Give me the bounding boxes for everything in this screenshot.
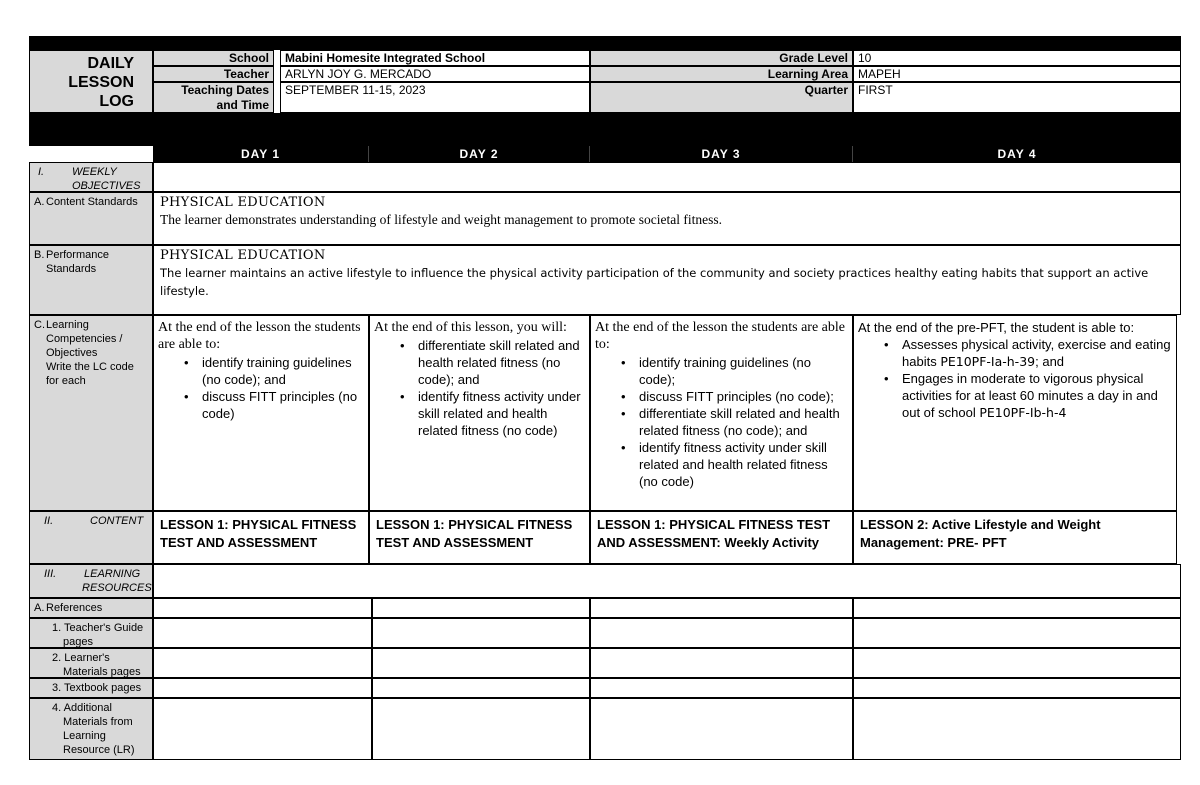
objectives-day1-intro: At the end of the lesson the students are able to:: [158, 320, 361, 352]
textbook-label: [29, 678, 153, 698]
content-standards-text: Content Standards: [46, 196, 138, 208]
grade-label: Grade Level: [590, 50, 853, 66]
objectives-day4-item-1-code: PE10PF-Ia-h-39: [940, 354, 1036, 369]
additional-materials-line1: 4. Additional: [52, 702, 112, 714]
teachers-guide-day1: [153, 618, 372, 648]
dates-label-line2: and Time: [216, 98, 269, 112]
additional-materials-line3: Learning: [63, 730, 106, 742]
textbook-day4: [853, 678, 1181, 698]
top-black-bar: [29, 36, 1181, 50]
additional-materials-line4: Resource (LR): [63, 744, 135, 756]
learners-materials-day2: [372, 648, 590, 678]
objectives-day4-item-1-suffix: ; and: [1035, 354, 1065, 369]
performance-standards-body: The learner maintains an active lifestyle to influence the physical activity participation of the community and society practices healthy eating habits that support an active lifestyle.: [160, 266, 1149, 298]
content-label: [29, 511, 153, 564]
content-day2: LESSON 1: PHYSICAL FITNESS TEST AND ASSESSMENT: [369, 511, 590, 564]
objectives-day2: [369, 315, 590, 511]
objectives-day2-item-1: • differentiate skill related and health related fitness (no code); and: [374, 337, 585, 388]
performance-standards-line1: Performance: [46, 249, 109, 261]
weekly-objectives-label: [29, 162, 153, 192]
competencies-line1: Learning: [46, 319, 89, 331]
school-label: School: [153, 50, 274, 66]
objectives-day3-item-3: • differentiate skill related and health related fitness (no code); and: [595, 405, 848, 439]
learners-materials-label: [29, 648, 153, 678]
weekly-objectives-line2: OBJECTIVES: [72, 180, 141, 192]
additional-materials-day2: [372, 698, 590, 760]
additional-materials-day3: [590, 698, 853, 760]
teachers-guide-day3: [590, 618, 853, 648]
learners-materials-day3: [590, 648, 853, 678]
objectives-day4-item-2-text: Engages in moderate to vigorous physical activities for at least 60 minutes a day in and out of school: [902, 371, 1158, 420]
learners-materials-day4: [853, 648, 1181, 678]
content-standards-heading: PHYSICAL EDUCATION: [160, 195, 326, 210]
learners-materials-line2: Materials pages: [63, 666, 141, 678]
weekly-objectives-line1: WEEKLY: [72, 166, 117, 178]
resources-cell: [153, 564, 1181, 598]
title-block: [29, 50, 153, 113]
content-num: II.: [44, 515, 54, 527]
title-line2: LESSON: [68, 74, 134, 91]
objectives-day4-item-1: [858, 336, 1172, 370]
day-header-3: DAY 3: [590, 146, 853, 162]
objectives-day2-item-2: • identify fitness activity under skill related and health related fitness (no code): [374, 388, 585, 439]
references-text: References: [46, 602, 103, 614]
objectives-day1-list: [158, 354, 364, 422]
content-standards-label: [29, 192, 153, 245]
competencies-line4: Write the LC code: [46, 361, 134, 373]
references-label: [29, 598, 153, 618]
title-line3: LOG: [99, 93, 134, 110]
objectives-day1-item-1: • identify training guidelines (no code); and: [158, 354, 364, 388]
references-day1: [153, 598, 372, 618]
resources-label: [29, 564, 153, 598]
teachers-guide-line1: 1. Teacher's Guide: [52, 622, 144, 634]
performance-standards-cell: [153, 245, 1181, 315]
teachers-guide-label: [29, 618, 153, 648]
teachers-guide-line2: pages: [63, 636, 93, 648]
objectives-day2-list: [374, 337, 585, 439]
references-day2: [372, 598, 590, 618]
resources-num: III.: [44, 568, 57, 580]
weekly-objectives-num: I.: [38, 166, 45, 178]
additional-materials-day1: [153, 698, 372, 760]
day-header-1: DAY 1: [153, 146, 369, 162]
objectives-day2-intro: At the end of this lesson, you will:: [374, 320, 567, 335]
additional-materials-line2: Materials from: [63, 716, 133, 728]
textbook-day1: [153, 678, 372, 698]
references-day3: [590, 598, 853, 618]
teacher-value: ARLYN JOY G. MERCADO: [280, 66, 590, 82]
competencies-line5: for each: [46, 375, 86, 387]
content-label-text: CONTENT: [90, 515, 144, 527]
grade-value: 10: [853, 50, 1181, 66]
day-header-2: DAY 2: [369, 146, 590, 162]
objectives-day3-intro: At the end of the lesson the students are able to:: [595, 320, 845, 352]
objectives-day4-item-2: [858, 370, 1172, 421]
content-standards-num: A.: [34, 196, 45, 208]
objectives-day3: [590, 315, 853, 511]
learners-materials-line1: 2. Learner's: [52, 652, 110, 664]
references-num: A.: [34, 602, 45, 614]
additional-materials-label: [29, 698, 153, 760]
content-day4: LESSON 2: Active Lifestyle and Weight Management: PRE- PFT: [853, 511, 1177, 564]
objectives-day3-item-4: • identify fitness activity under skill related and health related fitness (no code): [595, 439, 848, 490]
objectives-day4-item-1-text: Assesses physical activity, exercise and eating habits: [902, 337, 1171, 369]
objectives-day4-item-2-code: PE10PF-Ib-h-4: [979, 405, 1067, 420]
performance-standards-line2: Standards: [46, 263, 97, 275]
day-header-4: DAY 4: [853, 146, 1181, 162]
dates-value: SEPTEMBER 11-15, 2023: [280, 82, 590, 113]
learners-materials-day1: [153, 648, 372, 678]
objectives-day3-list: [595, 354, 848, 490]
objectives-day1-item-2: • discuss FITT principles (no code): [158, 388, 364, 422]
area-value: MAPEH: [853, 66, 1181, 82]
resources-line1: LEARNING: [84, 568, 141, 580]
competencies-line2: Competencies /: [46, 333, 123, 345]
dates-label: [153, 82, 274, 113]
content-day3: LESSON 1: PHYSICAL FITNESS TEST AND ASSESSMENT: Weekly Activity: [590, 511, 853, 564]
objectives-day3-item-2: • discuss FITT principles (no code);: [595, 388, 848, 405]
textbook-text: 3. Textbook pages: [52, 682, 142, 694]
references-day4: [853, 598, 1181, 618]
objectives-day1: [153, 315, 369, 511]
performance-standards-label: [29, 245, 153, 315]
weekly-objectives-cell: [153, 162, 1181, 192]
content-day1: LESSON 1: PHYSICAL FITNESS TEST AND ASSESSMENT: [153, 511, 369, 564]
objectives-day4: [853, 315, 1177, 511]
teachers-guide-day2: [372, 618, 590, 648]
competencies-label: [29, 315, 153, 511]
textbook-day2: [372, 678, 590, 698]
content-standards-body: The learner demonstrates understanding of lifestyle and weight management to promote societal fitness.: [160, 212, 722, 227]
resources-line2: RESOURCES: [82, 582, 152, 594]
middle-black-band: [29, 113, 1181, 146]
additional-materials-day4: [853, 698, 1181, 760]
competencies-line3: Objectives: [46, 347, 98, 359]
objectives-day3-item-1: • identify training guidelines (no code);: [595, 354, 848, 388]
quarter-value: FIRST: [853, 82, 1181, 113]
objectives-day4-intro: At the end of the pre-PFT, the student is able to:: [858, 320, 1135, 335]
objectives-day4-list: [858, 336, 1172, 421]
area-label: Learning Area: [590, 66, 853, 82]
content-standards-cell: [153, 192, 1181, 245]
teachers-guide-day4: [853, 618, 1181, 648]
title-line1: DAILY: [87, 55, 134, 72]
performance-standards-heading: PHYSICAL EDUCATION: [160, 248, 326, 263]
dates-label-line1: Teaching Dates: [181, 83, 269, 97]
quarter-label: Quarter: [590, 82, 853, 113]
school-value: Mabini Homesite Integrated School: [280, 50, 590, 66]
textbook-day3: [590, 678, 853, 698]
performance-standards-num: B.: [34, 249, 45, 261]
teacher-label: Teacher: [153, 66, 274, 82]
competencies-num: C.: [34, 319, 45, 331]
